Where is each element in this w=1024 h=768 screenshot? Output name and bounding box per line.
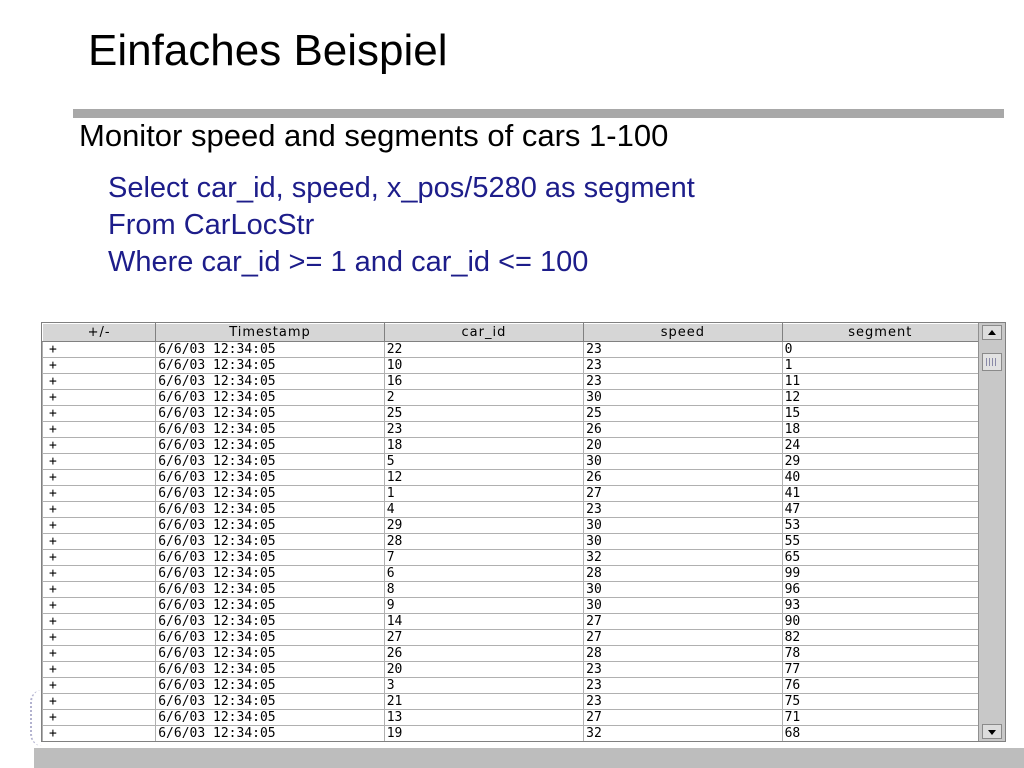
cell-timestamp: 6/6/03 12:34:05 — [156, 550, 384, 566]
cell-car-id: 16 — [384, 374, 583, 390]
cell-timestamp: 6/6/03 12:34:05 — [156, 470, 384, 486]
cell-timestamp: 6/6/03 12:34:05 — [156, 390, 384, 406]
table-row[interactable] — [43, 342, 979, 358]
cell-timestamp: 6/6/03 12:34:05 — [156, 566, 384, 582]
cell-car-id: 27 — [384, 630, 583, 646]
table-row[interactable] — [43, 358, 979, 374]
cell-car-id: 29 — [384, 518, 583, 534]
table-row[interactable] — [43, 454, 979, 470]
cell-car-id: 7 — [384, 550, 583, 566]
cell-segment: 24 — [782, 438, 978, 454]
cell-segment: 29 — [782, 454, 978, 470]
cell-speed: 26 — [584, 470, 782, 486]
table-row[interactable] — [43, 374, 979, 390]
cell-timestamp: 6/6/03 12:34:05 — [156, 614, 384, 630]
cell-speed: 28 — [584, 566, 782, 582]
cell-sign: + — [43, 614, 156, 630]
cell-segment: 93 — [782, 598, 978, 614]
cell-car-id: 12 — [384, 470, 583, 486]
vertical-scrollbar[interactable] — [978, 323, 1005, 741]
cell-speed: 30 — [584, 534, 782, 550]
cell-timestamp: 6/6/03 12:34:05 — [156, 518, 384, 534]
cell-timestamp: 6/6/03 12:34:05 — [156, 342, 384, 358]
cell-timestamp: 6/6/03 12:34:05 — [156, 598, 384, 614]
cell-car-id: 19 — [384, 726, 583, 742]
cell-segment: 15 — [782, 406, 978, 422]
footer-bar — [0, 748, 1024, 768]
cell-segment: 1 — [782, 358, 978, 374]
cell-speed: 27 — [584, 710, 782, 726]
cell-speed: 32 — [584, 726, 782, 742]
cell-segment: 96 — [782, 582, 978, 598]
cell-segment: 90 — [782, 614, 978, 630]
cell-speed: 27 — [584, 630, 782, 646]
cell-speed: 30 — [584, 390, 782, 406]
cell-speed: 23 — [584, 374, 782, 390]
cell-sign: + — [43, 342, 156, 358]
cell-car-id: 3 — [384, 678, 583, 694]
result-table — [42, 323, 979, 742]
cell-speed: 23 — [584, 662, 782, 678]
cell-car-id: 13 — [384, 710, 583, 726]
table-row[interactable] — [43, 726, 979, 742]
cell-segment: 76 — [782, 678, 978, 694]
table-row[interactable] — [43, 438, 979, 454]
table-row[interactable] — [43, 646, 979, 662]
cell-car-id: 2 — [384, 390, 583, 406]
university-seal-logo — [30, 690, 56, 746]
table-row[interactable] — [43, 694, 979, 710]
table-row[interactable] — [43, 678, 979, 694]
cell-car-id: 26 — [384, 646, 583, 662]
table-row[interactable] — [43, 566, 979, 582]
table-row[interactable] — [43, 534, 979, 550]
table-row[interactable] — [43, 422, 979, 438]
cell-sign: + — [43, 470, 156, 486]
cell-speed: 30 — [584, 518, 782, 534]
footer-left-gap — [0, 748, 34, 768]
cell-car-id: 1 — [384, 486, 583, 502]
table-row[interactable] — [43, 710, 979, 726]
scroll-grip-icon[interactable] — [982, 353, 1002, 371]
cell-car-id: 20 — [384, 662, 583, 678]
cell-segment: 82 — [782, 630, 978, 646]
cell-car-id: 28 — [384, 534, 583, 550]
cell-speed: 27 — [584, 486, 782, 502]
cell-sign: + — [43, 662, 156, 678]
cell-sign: + — [43, 534, 156, 550]
cell-timestamp: 6/6/03 12:34:05 — [156, 422, 384, 438]
cell-sign: + — [43, 646, 156, 662]
cell-timestamp: 6/6/03 12:34:05 — [156, 582, 384, 598]
table-row[interactable] — [43, 598, 979, 614]
slide-subtitle: Monitor speed and segments of cars 1-100 — [79, 118, 669, 153]
cell-sign: + — [43, 710, 156, 726]
cell-speed: 25 — [584, 406, 782, 422]
cell-sign: + — [43, 630, 156, 646]
table-row[interactable] — [43, 662, 979, 678]
cell-segment: 55 — [782, 534, 978, 550]
cell-sign: + — [43, 518, 156, 534]
cell-timestamp: 6/6/03 12:34:05 — [156, 502, 384, 518]
cell-timestamp: 6/6/03 12:34:05 — [156, 374, 384, 390]
cell-sign: + — [43, 582, 156, 598]
cell-car-id: 22 — [384, 342, 583, 358]
cell-speed: 30 — [584, 582, 782, 598]
cell-segment: 11 — [782, 374, 978, 390]
column-header-sign[interactable]: +/- — [43, 324, 156, 342]
slide-title: Einfaches Beispiel — [88, 26, 448, 75]
result-table-widget — [41, 322, 1006, 742]
table-row[interactable] — [43, 406, 979, 422]
cell-segment: 12 — [782, 390, 978, 406]
query-line-where: Where car_id >= 1 and car_id <= 100 — [108, 246, 589, 278]
query-block — [108, 170, 695, 281]
cell-timestamp: 6/6/03 12:34:05 — [156, 486, 384, 502]
table-row[interactable] — [43, 470, 979, 486]
cell-car-id: 9 — [384, 598, 583, 614]
cell-timestamp: 6/6/03 12:34:05 — [156, 726, 384, 742]
column-header-segment[interactable]: segment — [782, 324, 978, 342]
cell-sign: + — [43, 598, 156, 614]
column-header-car-id[interactable]: car_id — [384, 324, 583, 342]
table-row[interactable] — [43, 550, 979, 566]
column-header-timestamp[interactable]: Timestamp — [156, 324, 384, 342]
cell-segment: 47 — [782, 502, 978, 518]
cell-sign: + — [43, 390, 156, 406]
cell-timestamp: 6/6/03 12:34:05 — [156, 438, 384, 454]
cell-segment: 71 — [782, 710, 978, 726]
table-row[interactable] — [43, 630, 979, 646]
cell-speed: 32 — [584, 550, 782, 566]
table-header-row — [43, 324, 979, 342]
table-row[interactable] — [43, 390, 979, 406]
cell-speed: 28 — [584, 646, 782, 662]
table-row[interactable] — [43, 502, 979, 518]
cell-speed: 30 — [584, 454, 782, 470]
cell-timestamp: 6/6/03 12:34:05 — [156, 710, 384, 726]
cell-segment: 68 — [782, 726, 978, 742]
cell-speed: 23 — [584, 502, 782, 518]
cell-speed: 23 — [584, 694, 782, 710]
cell-speed: 23 — [584, 358, 782, 374]
cell-timestamp: 6/6/03 12:34:05 — [156, 358, 384, 374]
cell-car-id: 5 — [384, 454, 583, 470]
table-row[interactable] — [43, 614, 979, 630]
cell-sign: + — [43, 566, 156, 582]
cell-segment: 77 — [782, 662, 978, 678]
cell-segment: 18 — [782, 422, 978, 438]
cell-segment: 99 — [782, 566, 978, 582]
query-line-from: From CarLocStr — [108, 209, 315, 241]
cell-timestamp: 6/6/03 12:34:05 — [156, 534, 384, 550]
cell-sign: + — [43, 502, 156, 518]
cell-timestamp: 6/6/03 12:34:05 — [156, 454, 384, 470]
cell-timestamp: 6/6/03 12:34:05 — [156, 630, 384, 646]
cell-timestamp: 6/6/03 12:34:05 — [156, 694, 384, 710]
cell-segment: 75 — [782, 694, 978, 710]
cell-car-id: 14 — [384, 614, 583, 630]
cell-car-id: 10 — [384, 358, 583, 374]
cell-segment: 65 — [782, 550, 978, 566]
cell-sign: + — [43, 454, 156, 470]
cell-segment: 0 — [782, 342, 978, 358]
cell-sign: + — [43, 422, 156, 438]
cell-timestamp: 6/6/03 12:34:05 — [156, 678, 384, 694]
cell-sign: + — [43, 438, 156, 454]
cell-sign: + — [43, 550, 156, 566]
arrow-up-icon[interactable] — [982, 325, 1002, 340]
cell-timestamp: 6/6/03 12:34:05 — [156, 646, 384, 662]
query-line-select: Select car_id, speed, x_pos/5280 as segment — [108, 172, 695, 204]
cell-speed: 23 — [584, 342, 782, 358]
table-row[interactable] — [43, 486, 979, 502]
cell-timestamp: 6/6/03 12:34:05 — [156, 662, 384, 678]
cell-sign: + — [43, 726, 156, 742]
table-row[interactable] — [43, 518, 979, 534]
cell-speed: 20 — [584, 438, 782, 454]
cell-segment: 40 — [782, 470, 978, 486]
title-divider — [73, 109, 1004, 118]
cell-segment: 41 — [782, 486, 978, 502]
cell-sign: + — [43, 694, 156, 710]
cell-speed: 30 — [584, 598, 782, 614]
arrow-down-icon[interactable] — [982, 724, 1002, 739]
cell-car-id: 23 — [384, 422, 583, 438]
table-body — [43, 342, 979, 742]
cell-speed: 26 — [584, 422, 782, 438]
cell-segment: 78 — [782, 646, 978, 662]
cell-sign: + — [43, 374, 156, 390]
cell-car-id: 6 — [384, 566, 583, 582]
cell-car-id: 18 — [384, 438, 583, 454]
cell-segment: 53 — [782, 518, 978, 534]
cell-sign: + — [43, 358, 156, 374]
cell-car-id: 21 — [384, 694, 583, 710]
cell-speed: 23 — [584, 678, 782, 694]
cell-timestamp: 6/6/03 12:34:05 — [156, 406, 384, 422]
cell-car-id: 4 — [384, 502, 583, 518]
column-header-speed[interactable]: speed — [584, 324, 782, 342]
cell-sign: + — [43, 678, 156, 694]
table-row[interactable] — [43, 582, 979, 598]
cell-speed: 27 — [584, 614, 782, 630]
cell-car-id: 25 — [384, 406, 583, 422]
cell-sign: + — [43, 406, 156, 422]
cell-sign: + — [43, 486, 156, 502]
cell-car-id: 8 — [384, 582, 583, 598]
